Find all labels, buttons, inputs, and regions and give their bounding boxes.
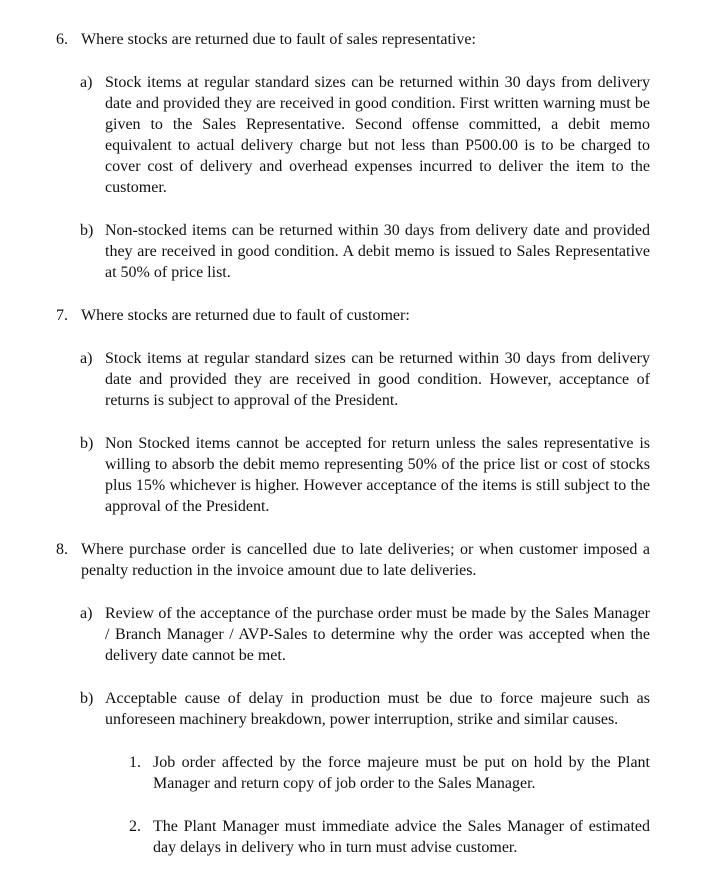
list-item-7: [56, 305, 650, 326]
sub-item-7a: [80, 348, 650, 411]
list-item-6: [56, 29, 650, 50]
sub-sub-item-8b1: [129, 752, 650, 794]
sub-item-8a: [80, 603, 650, 666]
sub-sub-item-text: The Plant Manager must immediate advice the Sales Manager of estimated day delays in delivery who in turn must advise customer.: [153, 818, 650, 856]
sub-sub-item-number: 2.: [129, 818, 141, 835]
item-heading: Where stocks are returned due to fault of sales representative:: [81, 31, 476, 48]
sub-sub-item-text: Job order affected by the force majeure must be put on hold by the Plant Manager and return copy of job order to the Sales Manager.: [153, 754, 650, 792]
sub-item-letter: a): [80, 605, 93, 622]
sub-item-text: Acceptable cause of delay in production must be due to force majeure such as unforeseen machinery breakdown, power interruption, strike and similar causes.: [105, 690, 650, 728]
sub-item-7b: [80, 433, 650, 517]
sub-item-text: Review of the acceptance of the purchase order must be made by the Sales Manager / Branch Manager / AVP-Sales to determine why the order was accepted when the delivery date cannot be met.: [105, 605, 650, 664]
sub-item-text: Non-stocked items can be returned within 30 days from delivery date and provided they are received in good condition. A debit memo is issued to Sales Representative at 50% of price list.: [105, 222, 650, 281]
sub-item-letter: a): [80, 350, 93, 367]
sub-sub-item-8b2: [129, 816, 650, 858]
list-item-8: [56, 539, 650, 581]
item-number: 8.: [56, 541, 68, 558]
sub-item-6a: [80, 72, 650, 198]
item-heading: Where stocks are returned due to fault of customer:: [81, 307, 410, 324]
sub-item-8b: [80, 688, 650, 730]
item-number: 6.: [56, 31, 68, 48]
sub-item-text: Non Stocked items cannot be accepted for return unless the sales representative is willing to absorb the debit memo representing 50% of the price list or cost of stocks plus 15% whichever is higher. However acceptance of the items is still subject to the approval of the President.: [105, 435, 650, 515]
sub-item-text: Stock items at regular standard sizes can be returned within 30 days from delivery date and provided they are received in good condition. However, acceptance of returns is subject to approval of the President.: [105, 350, 650, 409]
sub-item-text: Stock items at regular standard sizes can be returned within 30 days from delivery date and provided they are received in good condition. First written warning must be given to the Sales Representative. Second offense committed, a debit memo equivalent to actual delivery charge but not less than P500.00 is to be charged to cover cost of delivery and overhead expenses incurred to deliver the item to the customer.: [105, 74, 650, 196]
sub-item-6b: [80, 220, 650, 283]
item-number: 7.: [56, 307, 68, 324]
item-heading: Where purchase order is cancelled due to late deliveries; or when customer imposed a penalty reduction in the invoice amount due to late deliveries.: [81, 541, 650, 579]
sub-item-letter: b): [80, 222, 94, 239]
sub-sub-item-number: 1.: [129, 754, 141, 771]
sub-item-letter: b): [80, 690, 94, 707]
sub-item-letter: b): [80, 435, 94, 452]
sub-item-letter: a): [80, 74, 93, 91]
